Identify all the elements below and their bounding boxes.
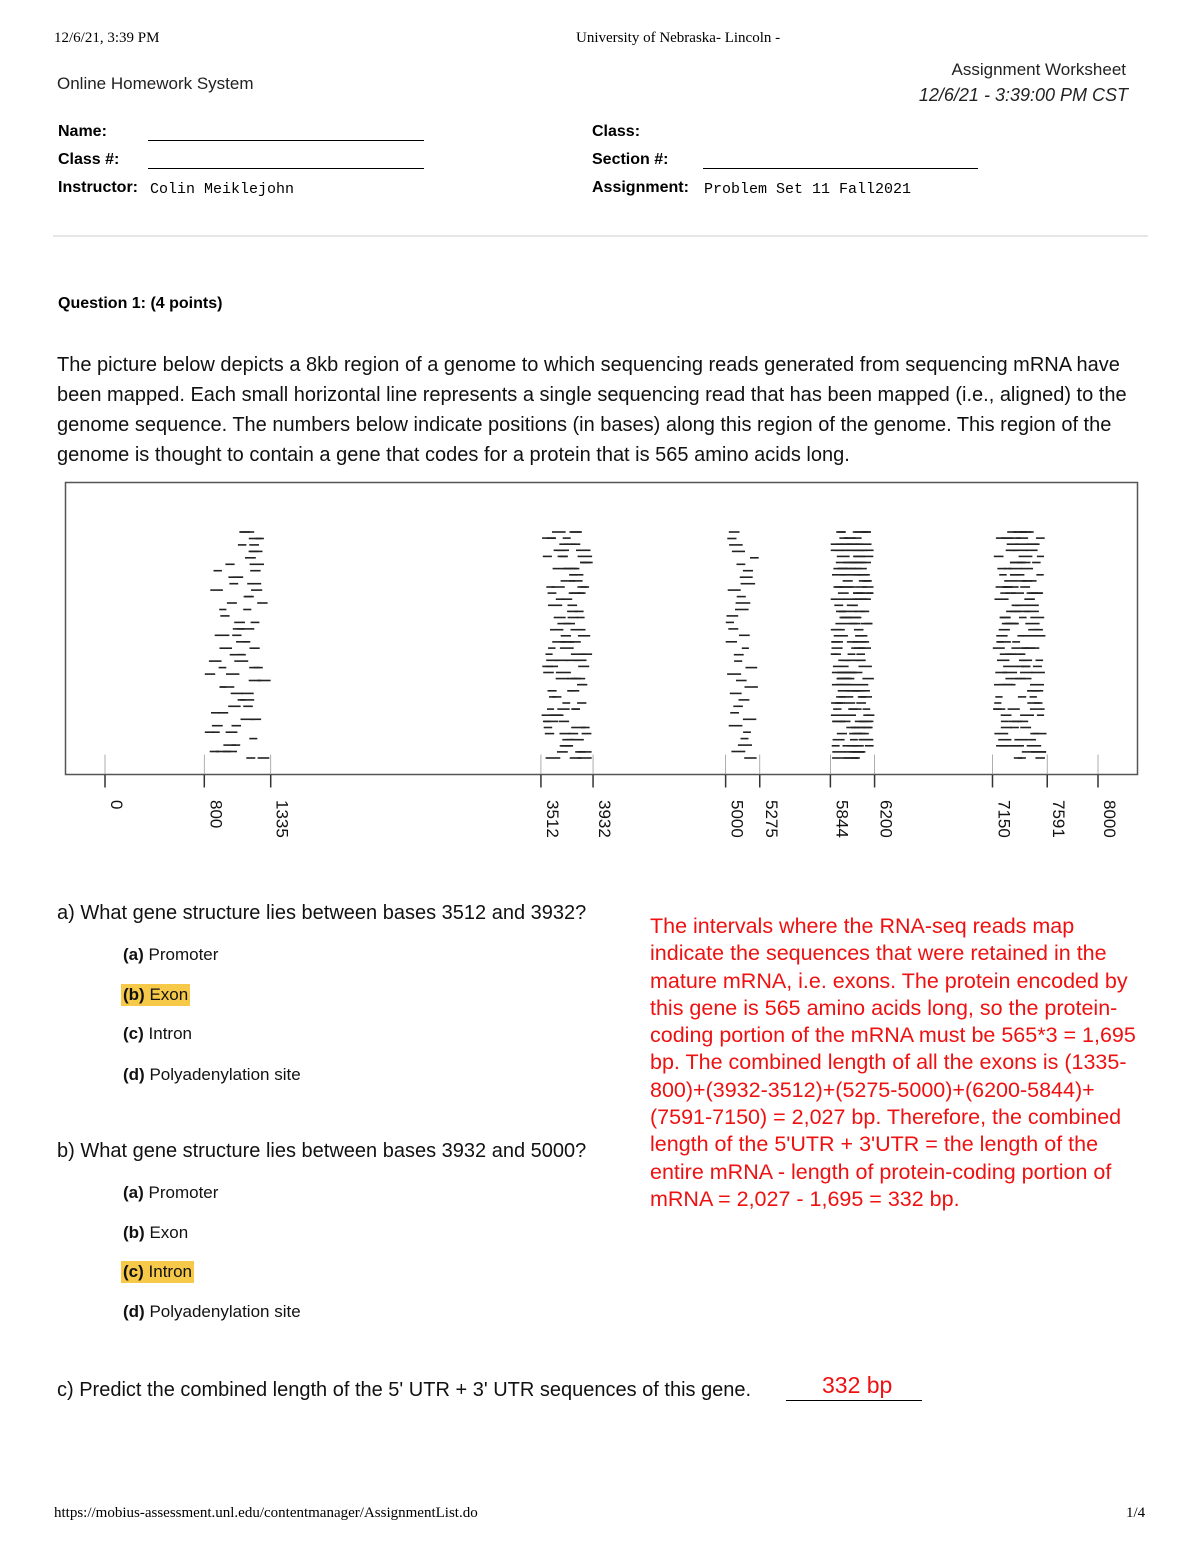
part-b-prompt: b) What gene structure lies between bases 3932 and 5000?	[57, 1140, 587, 1162]
assignment-label: Assignment:	[592, 179, 689, 196]
assignment-value: Problem Set 11 Fall2021	[704, 181, 912, 198]
x-axis-tick-label: 800	[206, 800, 226, 829]
x-axis-tick-label: 0	[107, 800, 126, 810]
print-datetime: 12/6/21, 3:39 PM	[54, 30, 160, 46]
ticks-layer	[105, 755, 1119, 838]
part-c-answer[interactable]: 332 bp	[822, 1372, 893, 1398]
option-text: Intron	[148, 1262, 192, 1281]
option-letter: (a)	[123, 945, 144, 964]
x-axis-tick-label: 7591	[1049, 800, 1069, 838]
worksheet-datetime: 12/6/21 - 3:39:00 PM CST	[918, 85, 1128, 105]
question-heading: Question 1: (4 points)	[58, 295, 223, 312]
option-letter: (d)	[123, 1302, 145, 1321]
x-axis-tick-label: 7150	[994, 800, 1014, 838]
x-axis-tick-label: 5000	[727, 800, 747, 838]
x-axis-tick-label: 3512	[542, 800, 562, 838]
class-label: Class:	[592, 123, 641, 140]
part-c-answer-line	[786, 1400, 922, 1401]
part-a-option-d[interactable]	[121, 1064, 303, 1086]
site-title: University of Nebraska- Lincoln -	[576, 30, 781, 46]
part-c-prompt: c) Predict the combined length of the 5' UTR + 3' UTR sequences of this gene.	[57, 1379, 752, 1401]
option-text: Exon	[149, 1223, 189, 1242]
option-text: Polyadenylation site	[149, 1302, 301, 1321]
section-label: Section #:	[592, 151, 669, 168]
x-axis-tick-label: 6200	[876, 800, 896, 838]
reads-layer	[205, 532, 1047, 758]
part-b-option-a[interactable]	[121, 1182, 220, 1204]
part-a-option-a[interactable]	[121, 944, 220, 966]
option-letter: (a)	[123, 1183, 144, 1202]
part-a-option-c[interactable]	[121, 1023, 194, 1045]
x-axis-tick-label: 3932	[595, 800, 615, 838]
option-text: Polyadenylation site	[149, 1065, 301, 1084]
answer-explanation: The intervals where the RNA-seq reads map indicate the sequences that were retained in the mature mRNA, i.e. exons. The protein encoded by this gene is 565 amino acids long, so the protein-coding portion of the mRNA must be 565*3 = 1,695 bp. The combined length of all the exons is (1335-800)+(3932-3512)+(5275-5000)+(6200-5844)+(7591-7150) = 2,027 bp. Therefore, the combined length of the 5'UTR + 3'UTR = the length of the entire mRNA - length of protein-coding portion of mRNA = 2,027 - 1,695 = 332 bp.	[650, 914, 1136, 1211]
part-a-prompt: a) What gene structure lies between bases 3512 and 3932?	[57, 902, 587, 924]
footer-url: https://mobius-assessment.unl.edu/contentmanager/AssignmentList.do	[54, 1505, 478, 1521]
option-letter: (d)	[123, 1065, 145, 1084]
option-letter: (c)	[123, 1024, 144, 1043]
option-text: Exon	[149, 985, 189, 1004]
x-axis-tick-label: 1335	[272, 800, 292, 838]
system-name: Online Homework System	[57, 74, 254, 93]
plot-frame	[66, 483, 1138, 775]
part-b-option-d[interactable]	[121, 1301, 303, 1323]
instructor-label: Instructor:	[58, 179, 138, 196]
x-axis-tick-label: 8000	[1100, 800, 1119, 838]
part-b-option-c-selected[interactable]	[121, 1261, 194, 1283]
option-text: Intron	[148, 1024, 192, 1043]
option-letter: (c)	[123, 1262, 144, 1281]
class-number-label: Class #:	[58, 151, 120, 168]
x-axis-tick-label: 5275	[761, 800, 781, 838]
option-letter: (b)	[123, 985, 145, 1004]
option-text: Promoter	[148, 1183, 219, 1202]
part-a-option-b-selected[interactable]	[121, 984, 190, 1006]
name-label: Name:	[58, 123, 107, 140]
x-axis-tick-label: 5844	[832, 800, 852, 838]
option-text: Promoter	[148, 945, 219, 964]
instructor-value: Colin Meiklejohn	[150, 181, 295, 198]
question-text: The picture below depicts a 8kb region of a genome to which sequencing reads generated from sequencing mRNA have been mapped. Each small horizontal line represents a single sequencing read that has been mapped (i.e., aligned) to the genome sequence. The numbers below indicate positions (in bases) along this region of the genome. This region of the genome is thought to contain a gene that codes for a protein that is 565 amino acids long.	[57, 354, 1127, 466]
part-b-option-b[interactable]	[121, 1222, 190, 1244]
worksheet-title: Assignment Worksheet	[951, 60, 1126, 79]
option-letter: (b)	[123, 1223, 145, 1242]
page-number: 1/4	[1126, 1505, 1146, 1521]
